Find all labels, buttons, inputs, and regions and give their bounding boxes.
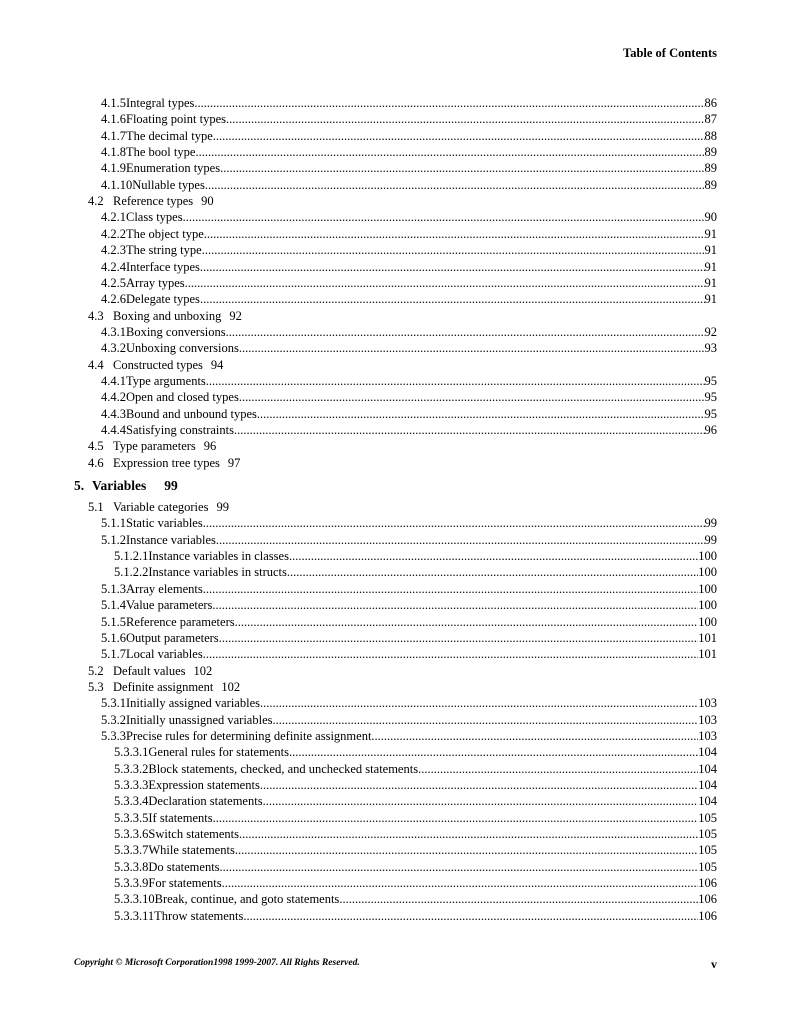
toc-entry-page: 99 xyxy=(216,500,229,515)
toc-entry-page: 100 xyxy=(698,565,717,580)
toc-entry-title: Definite assignment xyxy=(113,679,214,694)
toc-entry[interactable] xyxy=(114,826,717,842)
dot-leader xyxy=(205,177,705,193)
toc-entry-page: 101 xyxy=(698,630,717,645)
toc-entry-title: Do statements xyxy=(148,859,220,874)
toc-entry-title: Boxing conversions xyxy=(126,324,226,339)
toc-entry-number: 4.1.8 xyxy=(101,145,126,160)
toc-entry-page: 96 xyxy=(704,423,717,437)
toc-entry-page: 92 xyxy=(229,308,242,323)
toc-entry-number: 5. xyxy=(74,478,85,494)
dot-leader xyxy=(263,793,699,809)
toc-entry-page: 103 xyxy=(698,696,717,711)
toc-entry[interactable] xyxy=(101,177,717,193)
toc-entry-page: 104 xyxy=(698,794,717,809)
dot-leader xyxy=(222,875,699,891)
toc-entry-title: Block statements, checked, and unchecked statements xyxy=(148,761,419,776)
dot-leader xyxy=(235,842,698,858)
toc-entry-title: Interface types xyxy=(126,259,200,274)
toc-entry[interactable] xyxy=(101,291,717,307)
toc-entry-title: Static variables xyxy=(126,516,203,531)
toc-entry[interactable] xyxy=(101,242,717,258)
toc-entry-page: 90 xyxy=(201,194,214,209)
toc-entry[interactable] xyxy=(101,630,717,646)
toc-entry-page: 92 xyxy=(704,324,717,339)
toc-entry-page: 105 xyxy=(698,859,717,874)
dot-leader xyxy=(213,128,705,144)
toc-entry-number: 5.1.7 xyxy=(101,647,126,662)
toc-entry-number: 5.1.2.2 xyxy=(114,565,149,580)
toc-entry-page: 105 xyxy=(698,810,717,825)
toc-entry-page: 104 xyxy=(698,745,717,760)
toc-entry[interactable] xyxy=(101,324,717,340)
toc-entry-page: 100 xyxy=(698,581,717,596)
toc-entry-page: 103 xyxy=(698,728,717,743)
toc-entry-number: 4.3 xyxy=(88,308,104,323)
toc-entry[interactable] xyxy=(114,908,717,924)
toc-entry[interactable] xyxy=(101,728,717,744)
toc-entry-page: 102 xyxy=(193,663,213,678)
toc-entry-page: 91 xyxy=(704,243,717,258)
toc-entry[interactable] xyxy=(114,777,717,793)
toc-entry-number: 5.1.3 xyxy=(101,581,126,596)
toc-entry-page: 104 xyxy=(698,778,717,792)
toc-entry[interactable] xyxy=(114,810,717,826)
toc-entry-number: 4.1.6 xyxy=(101,112,126,127)
toc-entry[interactable] xyxy=(101,597,717,613)
dot-leader xyxy=(213,810,699,826)
toc-entry-number: 4.4.4 xyxy=(101,423,126,437)
toc-entry[interactable] xyxy=(101,515,717,531)
toc-entry-number: 4.2 xyxy=(88,194,104,209)
dot-leader xyxy=(289,548,698,564)
toc-entry-title: Switch statements xyxy=(148,827,239,842)
toc-entry-title: Initially unassigned variables xyxy=(126,712,273,727)
toc-entry-title: Instance variables in classes xyxy=(148,549,289,564)
toc-entry-page: 105 xyxy=(698,843,717,858)
toc-entry-title: Local variables xyxy=(126,647,203,662)
toc-entry-number: 5.3.3.8 xyxy=(114,859,149,874)
toc-entry-title: Initially assigned variables xyxy=(126,696,260,711)
dot-leader xyxy=(235,614,699,630)
toc-entry[interactable] xyxy=(101,95,717,111)
toc-entry-title: Floating point types xyxy=(126,112,226,127)
toc-entry[interactable] xyxy=(101,340,717,356)
footer-copyright: Copyright © Microsoft Corporation1998 1999-2007. All Rights Reserved. xyxy=(74,958,360,968)
footer-page-number: v xyxy=(711,957,717,971)
dot-leader xyxy=(183,209,705,225)
dot-leader xyxy=(418,761,698,777)
toc-entry-page: 104 xyxy=(698,761,717,776)
toc-entry-page: 95 xyxy=(704,390,717,405)
dot-leader xyxy=(220,160,704,176)
toc-entry-title: The string type xyxy=(126,243,202,258)
toc-entry-page: 100 xyxy=(698,598,717,613)
toc-entry-title: Array types xyxy=(126,275,185,290)
toc-entry-number: 5.3.3.10 xyxy=(114,892,155,907)
toc-entry-title: Class types xyxy=(126,210,183,225)
toc-entry-page: 95 xyxy=(704,406,717,421)
toc-entry-title: Enumeration types xyxy=(126,161,221,176)
toc-entry-page: 91 xyxy=(704,275,717,290)
toc-entry[interactable] xyxy=(88,193,214,209)
toc-entry-title: Instance variables xyxy=(126,532,216,547)
toc-entry[interactable] xyxy=(101,422,717,438)
toc-entry-number: 5.3.3.11 xyxy=(114,908,155,923)
toc-entry-title: Integral types xyxy=(126,96,195,110)
toc-entry[interactable] xyxy=(114,875,717,891)
dot-leader xyxy=(220,859,699,875)
toc-entry-title: Array elements xyxy=(126,581,203,596)
toc-entry-title: Unboxing conversions xyxy=(126,341,239,356)
dot-leader xyxy=(194,95,704,111)
toc-entry-page: 95 xyxy=(704,373,717,388)
dot-leader xyxy=(239,389,705,405)
toc-entry-title: Boxing and unboxing xyxy=(113,308,222,323)
toc-entry[interactable] xyxy=(114,891,717,907)
toc-entry-number: 5.3.3.5 xyxy=(114,810,149,825)
toc-entry-page: 96 xyxy=(203,439,217,454)
dot-leader xyxy=(234,422,705,438)
toc-entry-number: 4.4 xyxy=(88,357,104,372)
toc-entry-title: Break, continue, and goto statements xyxy=(154,892,340,907)
toc-entry-page: 91 xyxy=(704,226,717,241)
toc-entry-title: Default values xyxy=(113,663,186,678)
toc-entry-title: Declaration statements xyxy=(148,794,263,809)
dot-leader xyxy=(339,891,698,907)
toc-entry-number: 5.2 xyxy=(88,663,104,678)
dot-leader xyxy=(216,532,705,548)
toc-entry-page: 106 xyxy=(698,908,717,923)
toc-entry[interactable] xyxy=(101,226,717,242)
toc-entry-number: 5.3.3.4 xyxy=(114,794,149,809)
dot-leader xyxy=(287,564,698,580)
toc-entry[interactable] xyxy=(101,406,717,422)
dot-leader xyxy=(289,744,698,760)
toc-entry-page: 93 xyxy=(704,341,717,356)
toc-entry-number: 5.1.1 xyxy=(101,516,126,531)
toc-entry-number: 4.2.4 xyxy=(101,259,126,274)
dot-leader xyxy=(239,340,705,356)
dot-leader xyxy=(257,406,705,422)
toc-entry-title: Variables xyxy=(92,478,147,494)
toc-entry-number: 5.3.3.1 xyxy=(114,745,149,760)
dot-leader xyxy=(206,373,705,389)
toc-entry-number: 4.2.1 xyxy=(101,210,126,225)
toc-entry[interactable] xyxy=(101,712,717,728)
dot-leader xyxy=(226,324,705,340)
toc-entry[interactable] xyxy=(74,478,178,494)
toc-entry[interactable] xyxy=(101,160,717,176)
toc-entry[interactable] xyxy=(114,548,717,564)
toc-entry[interactable] xyxy=(88,438,216,454)
toc-entry-title: Type parameters xyxy=(113,439,196,454)
toc-entry[interactable] xyxy=(88,308,242,324)
toc-entry[interactable] xyxy=(114,564,717,580)
toc-entry-number: 5.3.3.6 xyxy=(114,827,149,842)
header-title: Table of Contents xyxy=(623,46,717,60)
toc-entry-page: 91 xyxy=(704,292,717,307)
dot-leader xyxy=(203,515,705,531)
toc-entry-title: Instance variables in structs xyxy=(148,565,287,580)
toc-entry-page: 94 xyxy=(210,357,224,372)
toc-entry-title: The object type xyxy=(126,226,204,241)
toc-entry-page: 103 xyxy=(698,712,717,727)
dot-leader xyxy=(203,581,699,597)
toc-entry-page: 100 xyxy=(698,614,717,629)
dot-leader xyxy=(260,695,698,711)
toc-entry-number: 5.1.4 xyxy=(101,598,126,613)
toc-entry-number: 4.2.2 xyxy=(101,226,126,241)
toc-entry[interactable] xyxy=(101,111,717,127)
toc-entry-title: For statements xyxy=(148,876,222,891)
toc-entry[interactable] xyxy=(101,128,717,144)
toc-entry-number: 4.2.5 xyxy=(101,275,126,290)
toc-entry-number: 5.1.2.1 xyxy=(114,549,149,564)
dot-leader xyxy=(219,630,699,646)
toc-entry[interactable] xyxy=(101,581,717,597)
toc-entry-page: 87 xyxy=(704,112,717,127)
toc-entry[interactable] xyxy=(88,663,212,679)
toc-entry-title: Satisfying constraints xyxy=(126,423,234,437)
toc-entry[interactable] xyxy=(88,455,240,471)
toc-entry-number: 4.3.2 xyxy=(101,341,126,356)
toc-entry-number: 5.1.6 xyxy=(101,630,126,645)
toc-entry-number: 4.4.3 xyxy=(101,406,126,421)
toc-entry-number: 4.1.10 xyxy=(101,177,133,192)
toc-entry-title: Precise rules for determining definite assignment xyxy=(126,728,372,743)
toc-entry[interactable] xyxy=(101,259,717,275)
toc-entry[interactable] xyxy=(101,144,717,160)
dot-leader xyxy=(226,111,705,127)
toc-entry-number: 5.3.2 xyxy=(101,712,126,727)
toc-entry-number: 4.4.1 xyxy=(101,373,126,388)
toc-entry-number: 4.1.9 xyxy=(101,161,126,176)
toc-entry-page: 86 xyxy=(704,96,717,110)
toc-entry[interactable] xyxy=(88,499,229,515)
toc-entry-page: 90 xyxy=(704,210,717,225)
toc-entry-page: 105 xyxy=(698,827,717,842)
toc-entry-title: Output parameters xyxy=(126,630,219,645)
toc-entry-title: Bound and unbound types xyxy=(126,406,257,421)
toc-entry-number: 5.1 xyxy=(88,500,104,515)
toc-entry-title: Expression statements xyxy=(148,778,260,792)
toc-entry-number: 5.3.3.3 xyxy=(114,778,149,792)
dot-leader xyxy=(200,291,705,307)
toc-entry[interactable] xyxy=(101,695,717,711)
toc-entry-page: 99 xyxy=(704,532,717,547)
toc-entry[interactable] xyxy=(101,614,717,630)
toc-entry-page: 88 xyxy=(704,128,717,143)
toc-entry-number: 4.3.1 xyxy=(101,324,126,339)
toc-entry-title: While statements xyxy=(148,843,235,858)
dot-leader xyxy=(212,597,698,613)
toc-entry-number: 5.3.3 xyxy=(101,728,126,743)
dot-leader xyxy=(260,777,698,793)
toc-entry-number: 5.3.3.9 xyxy=(114,876,149,891)
dot-leader xyxy=(195,144,704,160)
toc-entry-number: 5.1.2 xyxy=(101,532,126,547)
dot-leader xyxy=(203,646,699,662)
toc-entry-title: Delegate types xyxy=(126,292,200,307)
toc-entry[interactable] xyxy=(101,275,717,291)
toc-entry-number: 4.4.2 xyxy=(101,390,126,405)
dot-leader xyxy=(243,908,698,924)
toc-entry-number: 5.3.3.2 xyxy=(114,761,149,776)
dot-leader xyxy=(371,728,698,744)
toc-entry[interactable] xyxy=(101,532,717,548)
dot-leader xyxy=(204,226,705,242)
toc-entry-title: Open and closed types xyxy=(126,390,239,405)
toc-entry[interactable] xyxy=(114,842,717,858)
toc-entry-page: 106 xyxy=(698,892,717,907)
toc-entry-page: 100 xyxy=(698,549,717,564)
toc-entry-title: Reference parameters xyxy=(126,614,235,629)
toc-entry-title: The bool type xyxy=(126,145,196,160)
toc-entry-page: 102 xyxy=(221,679,241,694)
dot-leader xyxy=(185,275,705,291)
toc-entry-title: Reference types xyxy=(113,194,194,209)
toc-entry-number: 4.1.7 xyxy=(101,128,126,143)
toc-entry-title: Expression tree types xyxy=(113,455,220,470)
toc-entry-page: 89 xyxy=(704,161,717,176)
toc-entry[interactable] xyxy=(101,389,717,405)
toc-entry-title: Variable categories xyxy=(113,500,209,515)
toc-entry[interactable] xyxy=(88,357,223,373)
toc-entry-page: 99 xyxy=(164,478,178,494)
dot-leader xyxy=(200,259,705,275)
toc-entry-number: 5.3 xyxy=(88,679,104,694)
toc-entry-title: Type arguments xyxy=(126,373,206,388)
dot-leader xyxy=(273,712,699,728)
dot-leader xyxy=(239,826,698,842)
toc-entry-title: Value parameters xyxy=(126,598,213,613)
toc-entry[interactable] xyxy=(101,209,717,225)
toc-entry-number: 4.5 xyxy=(88,439,104,454)
toc-entry-number: 5.1.5 xyxy=(101,614,126,629)
toc-entry-page: 91 xyxy=(704,259,717,274)
toc-entry-page: 99 xyxy=(704,516,717,531)
toc-entry-title: The decimal type xyxy=(126,128,213,143)
toc-entry[interactable] xyxy=(101,646,717,662)
toc-entry-title: If statements xyxy=(148,810,213,825)
toc-entry-number: 4.2.3 xyxy=(101,243,126,258)
toc-entry-page: 97 xyxy=(227,455,241,470)
toc-entry-number: 5.3.3.7 xyxy=(114,843,149,858)
toc-entry-number: 4.2.6 xyxy=(101,292,126,307)
toc-entry-title: Throw statements xyxy=(154,908,244,923)
toc-entry[interactable] xyxy=(101,373,717,389)
toc-entry-number: 5.3.1 xyxy=(101,696,126,711)
toc-entry-page: 89 xyxy=(704,177,717,192)
toc-entry-title: Nullable types xyxy=(132,177,205,192)
toc-entry[interactable] xyxy=(88,679,240,695)
toc-entry-number: 4.1.5 xyxy=(101,96,126,110)
toc-entry[interactable] xyxy=(114,859,717,875)
toc-entry[interactable] xyxy=(114,761,717,777)
toc-entry-page: 106 xyxy=(698,876,717,891)
dot-leader xyxy=(202,242,705,258)
toc-entry[interactable] xyxy=(114,744,717,760)
toc-entry-title: Constructed types xyxy=(113,357,203,372)
toc-entry-title: General rules for statements xyxy=(148,745,289,760)
toc-entry-page: 89 xyxy=(704,145,717,160)
toc-entry-number: 4.6 xyxy=(88,455,104,470)
toc-entry[interactable] xyxy=(114,793,717,809)
toc-entry-page: 101 xyxy=(698,647,717,662)
